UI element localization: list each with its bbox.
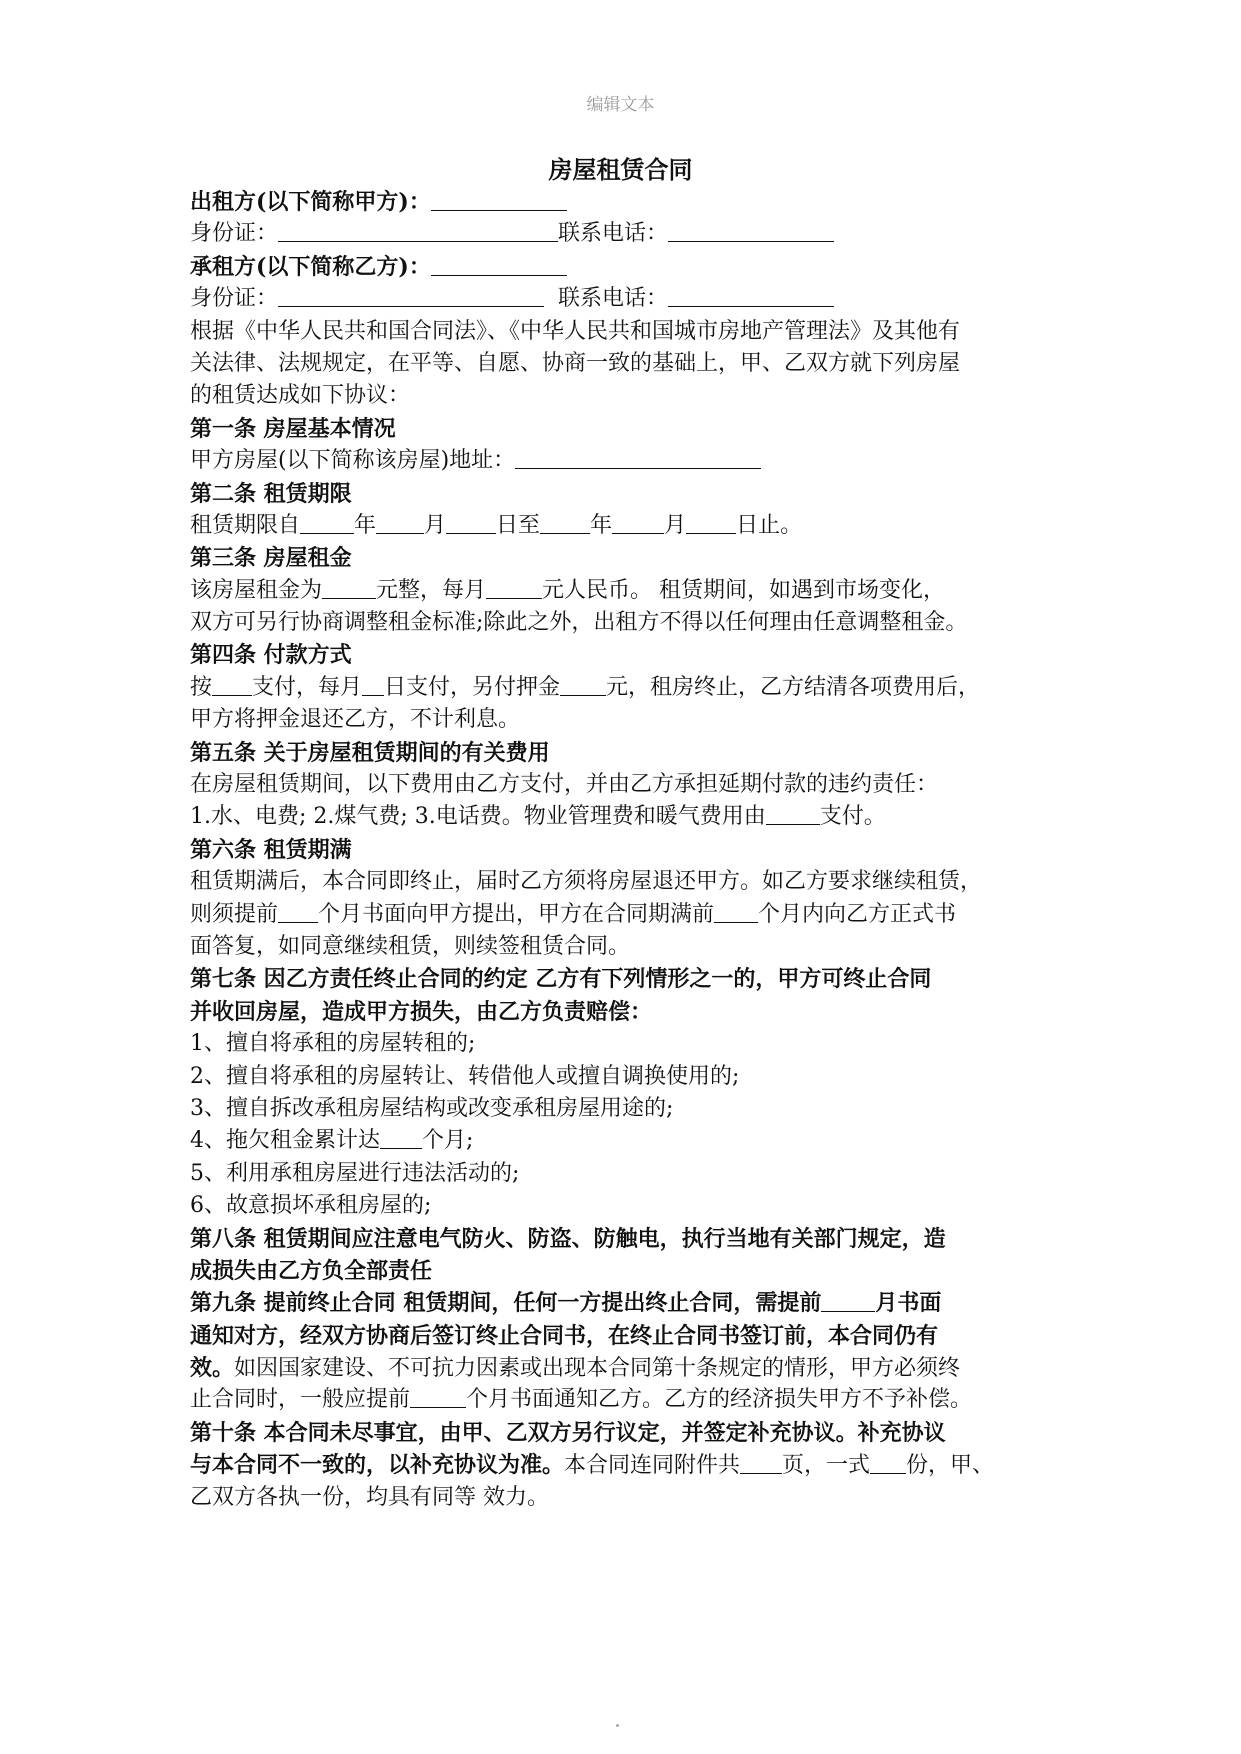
term-end-label: 日止。 bbox=[736, 512, 803, 538]
end-month-blank bbox=[612, 511, 664, 534]
termination-text-4: 如因国家建设、不可抗力因素或出现本合同第十条规定的情形，甲方必须终 bbox=[234, 1356, 961, 1382]
article-6-heading: 第六条 租赁期满 bbox=[190, 836, 352, 863]
document-title: 房屋租赁合同 bbox=[548, 155, 693, 184]
article-10-line-3: 乙双方各执一份，均具有同等 效力。 bbox=[190, 1484, 549, 1510]
article-7-item-6: 6、故意损坏承租房屋的; bbox=[190, 1193, 432, 1219]
article-7-item-5: 5、利用承租房屋进行违法活动的; bbox=[190, 1160, 520, 1186]
lessor-line bbox=[190, 186, 1060, 218]
lessee-phone-label: 联系电话： bbox=[558, 286, 669, 312]
article-3-line-1 bbox=[190, 575, 1060, 607]
article-4-heading: 第四条 付款方式 bbox=[190, 642, 352, 669]
article-7-item-3: 3、擅自拆改承租房屋结构或改变承租房屋用途的; bbox=[190, 1095, 674, 1121]
lessor-name-blank bbox=[431, 188, 567, 211]
article-8-line-1: 第八条 租赁期间应注意电气防火、防盗、防触电，执行当地有关部门规定，造 bbox=[190, 1225, 946, 1252]
fees-text-2: 支付。 bbox=[819, 804, 886, 830]
supplement-text-3: 页，一式 bbox=[782, 1453, 871, 1479]
lessee-label: 承租方(以下简称乙方)： bbox=[190, 253, 431, 280]
article-7-item-4 bbox=[190, 1125, 1060, 1157]
article-7-item-2: 2、擅自将承租的房屋转让、转借他人或擅自调换使用的; bbox=[190, 1063, 740, 1089]
rent-text-2: 元整，每月 bbox=[376, 577, 487, 603]
article-6-line-2 bbox=[190, 899, 1060, 931]
payment-day-blank bbox=[362, 673, 384, 696]
article-3-line-2: 双方可另行协商调整租金标准;除此之外，出租方不得以任何理由任意调整租金。 bbox=[190, 610, 968, 636]
article-9-line-4 bbox=[190, 1384, 1060, 1416]
fees-text-1: 1.水、电费; 2.煤气费; 3.电话费。物业管理费和暖气费用由 bbox=[190, 804, 766, 830]
termination-text-5: 止合同时，一般应提前 bbox=[190, 1387, 411, 1413]
rent-text-3: 元人民币。 租赁期间，如遇到市场变化， bbox=[542, 577, 946, 603]
term-text-start: 租赁期限自 bbox=[190, 512, 301, 538]
arrears-suffix: 个月; bbox=[422, 1128, 474, 1154]
article-8-line-2: 成损失由乙方负全部责任 bbox=[190, 1257, 433, 1284]
article-7-heading-2: 并收回房屋，造成甲方损失，由乙方负责赔偿： bbox=[190, 998, 653, 1025]
article-6-line-1: 租赁期满后，本合同即终止，届时乙方须将房屋退还甲方。如乙方要求继续租赁， bbox=[190, 869, 983, 895]
termination-text-3: 效。 bbox=[190, 1355, 235, 1382]
lessor-id-label: 身份证： bbox=[190, 221, 279, 247]
article-7-item-1: 1、擅自将承租的房屋转租的; bbox=[190, 1031, 476, 1057]
start-month-blank bbox=[376, 511, 424, 534]
termination-months-blank bbox=[410, 1385, 466, 1408]
supplement-text-2: 本合同连同附件共 bbox=[564, 1453, 741, 1479]
payment-text-2: 支付，每月 bbox=[252, 674, 363, 700]
footer-dot bbox=[616, 1724, 619, 1727]
page-header: 编辑文本 bbox=[586, 95, 655, 115]
termination-notice-blank bbox=[821, 1289, 875, 1312]
supplement-text-1: 与本合同不一致的，以补充协议为准。 bbox=[190, 1452, 565, 1479]
lessor-label: 出租方(以下简称甲方)： bbox=[190, 189, 431, 215]
copies-blank bbox=[870, 1451, 906, 1474]
renewal-notice-blank bbox=[278, 900, 318, 923]
term-year-label: 年 bbox=[354, 512, 377, 538]
contract-body bbox=[190, 186, 1060, 1514]
article-4-line-2: 甲方将押金退还乙方，不计利息。 bbox=[190, 707, 521, 733]
article-5-line-1: 在房屋租赁期间，以下费用由乙方支付，并由乙方承担延期付款的违约责任： bbox=[190, 772, 939, 798]
end-year-blank bbox=[540, 511, 590, 534]
term-end-year-label: 年 bbox=[590, 512, 613, 538]
end-day-blank bbox=[686, 511, 736, 534]
renewal-text-3: 个月内向乙方正式书 bbox=[758, 901, 957, 927]
lessor-phone-label: 联系电话： bbox=[558, 221, 669, 247]
supplement-text-4: 份，甲、 bbox=[906, 1453, 995, 1479]
article-5-heading: 第五条 关于房屋租赁期间的有关费用 bbox=[190, 739, 550, 766]
payment-text-1: 按 bbox=[190, 674, 213, 700]
article-9-line-2: 通知对方，经双方协商后签订终止合同书，在终止合同书签订前，本合同仍有 bbox=[190, 1322, 939, 1349]
article-2-term bbox=[190, 510, 1060, 542]
arrears-months-blank bbox=[380, 1126, 422, 1149]
lessor-id-blank bbox=[278, 219, 558, 242]
lessor-phone-blank bbox=[668, 219, 834, 242]
renewal-text-1: 则须提前 bbox=[190, 901, 279, 927]
payment-text-4: 元，租房终止，乙方结清各项费用后， bbox=[606, 674, 981, 700]
article-2-heading: 第二条 租赁期限 bbox=[190, 480, 352, 507]
article-6-line-3: 面答复，如同意继续租赁，则续签租赁合同。 bbox=[190, 933, 631, 959]
lessee-phone-blank bbox=[668, 284, 834, 307]
preamble-line-2: 关法律、法规规定，在平等、自愿、协商一致的基础上，甲、乙双方就下列房屋 bbox=[190, 350, 961, 376]
address-label: 甲方房屋(以下简称该房屋)地址： bbox=[190, 448, 516, 474]
termination-text-2: 月书面 bbox=[875, 1290, 942, 1317]
article-10-line-1: 第十条 本合同未尽事宜，由甲、乙双方另行议定，并签定补充协议。补充协议 bbox=[190, 1419, 946, 1446]
lessee-id-label: 身份证： bbox=[190, 286, 279, 312]
deposit-blank bbox=[560, 673, 606, 696]
termination-text-1: 第九条 提前终止合同 租赁期间，任何一方提出终止合同，需提前 bbox=[190, 1290, 822, 1317]
article-9-line-1 bbox=[190, 1287, 1060, 1319]
term-end-month-label: 月 bbox=[664, 512, 687, 538]
article-5-line-2 bbox=[190, 801, 1060, 833]
article-1-address bbox=[190, 445, 1060, 477]
article-10-line-2 bbox=[190, 1449, 1060, 1481]
lessee-line bbox=[190, 251, 1060, 283]
rent-text-1: 该房屋租金为 bbox=[190, 577, 323, 603]
renewal-reply-blank bbox=[714, 900, 758, 923]
payment-text-3: 日支付，另付押金 bbox=[384, 674, 561, 700]
payment-method-blank bbox=[212, 673, 252, 696]
lessee-name-blank bbox=[431, 253, 567, 276]
article-3-heading: 第三条 房屋租金 bbox=[190, 545, 352, 572]
preamble-line-3: 的租赁达成如下协议： bbox=[190, 383, 411, 409]
article-9-line-3 bbox=[190, 1352, 1060, 1384]
term-month-label: 月 bbox=[424, 512, 447, 538]
lessor-id-line bbox=[190, 218, 1060, 250]
termination-text-6: 个月书面通知乙方。乙方的经济损失甲方不予补偿。 bbox=[466, 1387, 973, 1413]
lessee-id-blank bbox=[278, 284, 544, 307]
pages-blank bbox=[740, 1451, 782, 1474]
article-4-line-1 bbox=[190, 672, 1060, 704]
term-to-label: 日至 bbox=[496, 512, 541, 538]
start-day-blank bbox=[446, 511, 496, 534]
rent-amount-blank bbox=[322, 576, 376, 599]
lessee-id-line bbox=[190, 283, 1060, 315]
preamble-line-1: 根据《中华人民共和国合同法》、《中华人民共和国城市房地产管理法》及其他有 bbox=[190, 318, 961, 344]
monthly-rent-blank bbox=[486, 576, 542, 599]
article-1-heading: 第一条 房屋基本情况 bbox=[190, 415, 396, 442]
article-7-heading-1: 第七条 因乙方责任终止合同的约定 乙方有下列情形之一的，甲方可终止合同 bbox=[190, 966, 932, 993]
renewal-text-2: 个月书面向甲方提出，甲方在合同期满前 bbox=[318, 901, 715, 927]
fees-payer-blank bbox=[766, 802, 820, 825]
arrears-text: 4、拖欠租金累计达 bbox=[190, 1128, 380, 1154]
start-year-blank bbox=[300, 511, 354, 534]
address-blank bbox=[515, 446, 761, 469]
